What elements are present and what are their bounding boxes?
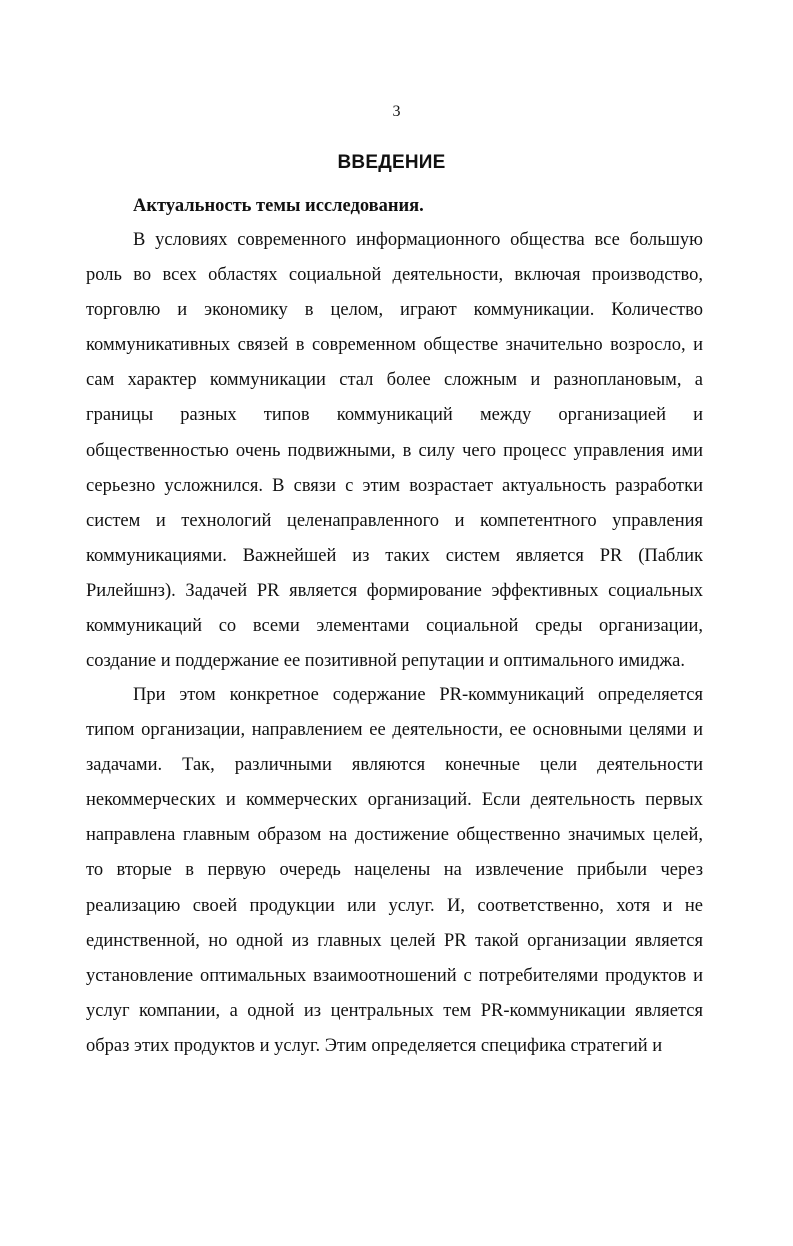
subsection-heading: Актуальность темы исследования.	[133, 196, 424, 216]
section-heading: ВВЕДЕНИЕ	[337, 152, 446, 173]
paragraph-1: В условиях современного информационного общества все большую роль во всех областях социальной деятельности, включая производство, торговлю и экономику в целом, играют коммуникации. Количество коммуникативных связей в современном обществе значительно возросло, и сам характер коммуникации стал более сложным и разноплановым, а границы разных типов коммуникаций между организацией и общественностью очень подвижными, в силу чего процесс управления ими серьезно усложнился. В связи с этим возрастает актуальность разработки систем и технологий целенаправленного и компетентного управления коммуникациями. Важнейшей из таких систем является PR (Паблик Рилейшнз). Задачей PR является формирование эффективных социальных коммуникаций со всеми элементами социальной среды организации, создание и поддержание ее позитивной репутации и оптимального имиджа.	[86, 230, 703, 672]
body-text-block-2	[86, 678, 703, 1064]
page-number: 3	[392, 103, 401, 120]
paragraph-2: При этом конкретное содержание PR-коммуникаций определяется типом организации, направлением ее деятельности, ее основными целями и задачами. Так, различными являются конечные цели деятельности некоммерческих и коммерческих организаций. Если деятельность первых направлена главным образом на достижение общественно значимых целей, то вторые в первую очередь нацелены на извлечение прибыли через реализацию своей продукции или услуг. И, соответственно, хотя и не единственной, но одной из главных целей PR такой организации является установление оптимальных взаимоотношений с потребителями продуктов и услуг компании, а одной из центральных тем PR-коммуникации является образ этих продуктов и услуг. Этим определяется специфика стратегий и	[86, 685, 703, 1056]
body-text-block-1	[86, 223, 703, 679]
